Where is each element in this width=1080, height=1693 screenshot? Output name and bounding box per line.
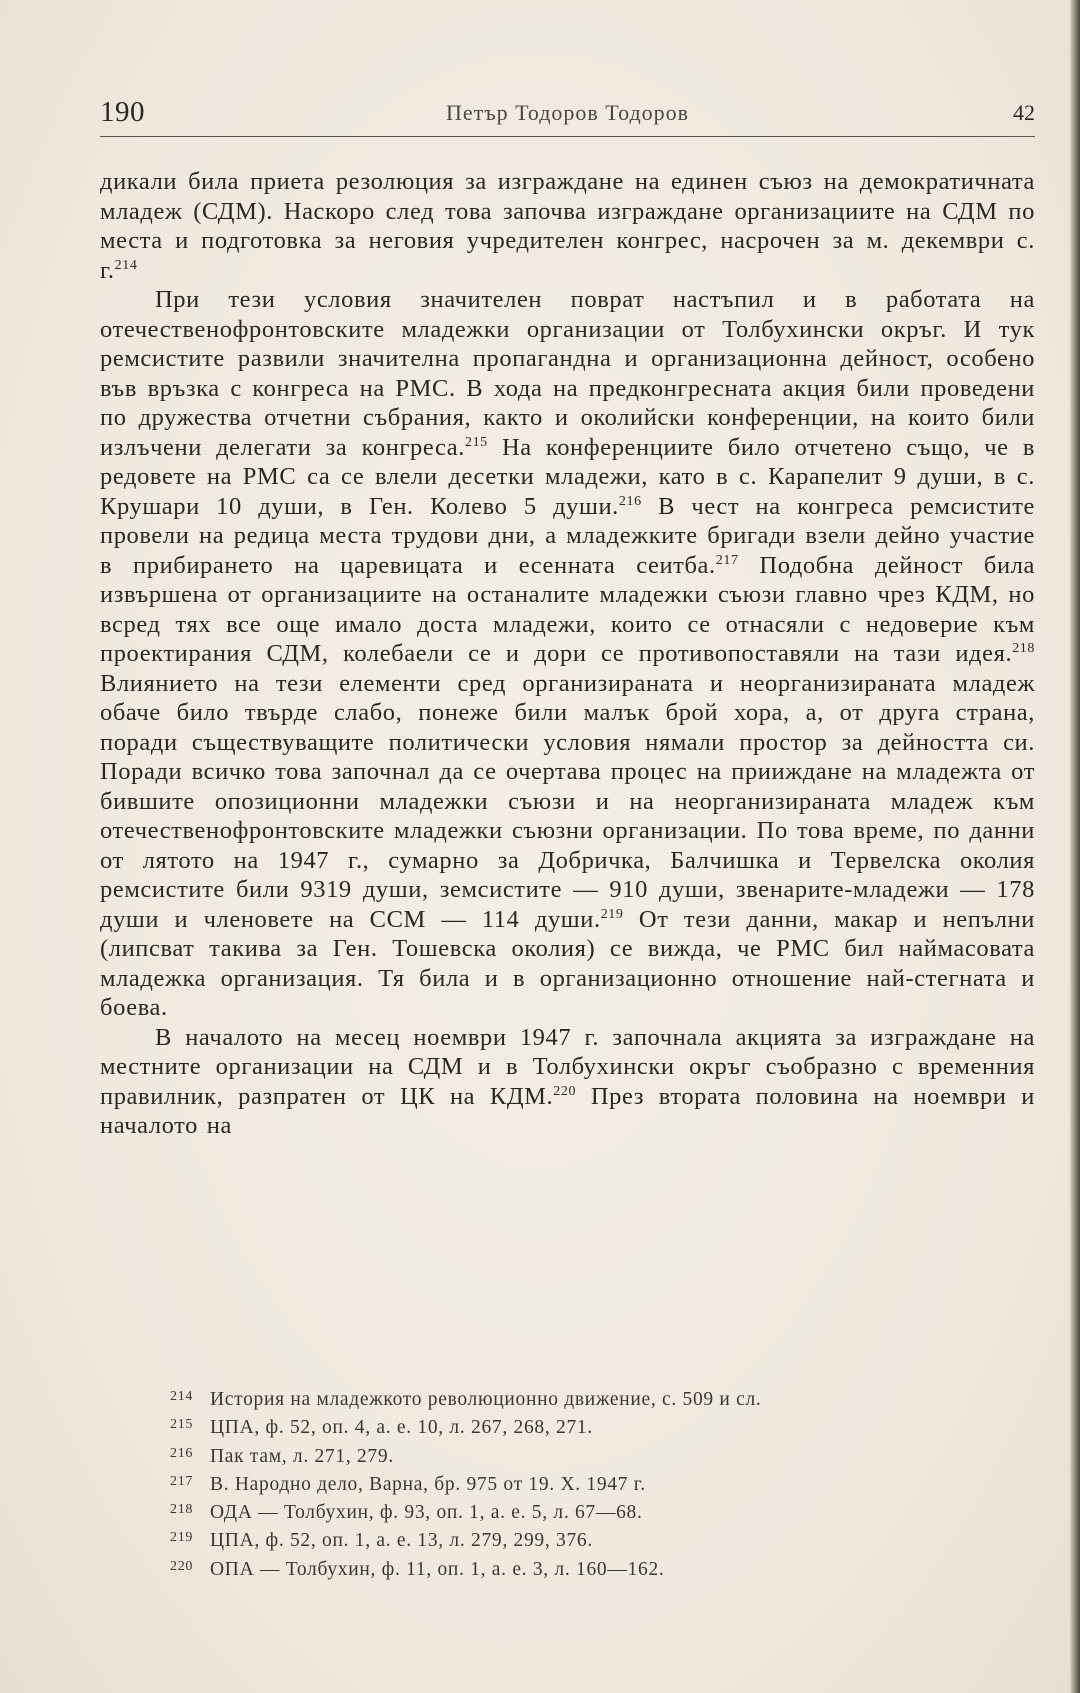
header-rule [100, 136, 1035, 137]
footnote-ref-215[interactable]: 215 [464, 434, 488, 450]
footnote-215: 215 ЦПА, ф. 52, оп. 4, а. е. 10, л. 267, 268, 271. [170, 1417, 593, 1439]
footnote-217: 217 В. Народно дело, Варна, бр. 975 от 19. X. 1947 г. [170, 1473, 646, 1495]
footnote-ref-220[interactable]: 220 [553, 1083, 577, 1099]
footnote-216: 216 Пак там, л. 271, 279. [170, 1445, 394, 1467]
footnote-ref-218[interactable]: 218 [1012, 641, 1035, 656]
footnote-214: 214 История на младежкото революционно движение, с. 509 и сл. [170, 1389, 762, 1410]
paragraph-1: дикали била приета резолюция за изграждане на единен съюз на демократичната младеж (СДМ). Наскоро след това започва изграждане организациите на СДМ по места и подготовка за неговия учредителен конгрес, насрочен за м. декември с. г.$^{214}$ [100, 168, 1035, 284]
footnote-219: 219 ЦПА, ф. 52, оп. 1, а. е. 13, л. 279, 299, 376. [170, 1530, 593, 1552]
page-edge-shadow [1070, 0, 1080, 1693]
page-number: 190 [100, 96, 145, 128]
footnotes [170, 1384, 1030, 1582]
footnote-ref-216[interactable]: 216 [618, 493, 642, 509]
paragraph-2: При тези условия значителен поврат настъпил и в работата на отечественофронтовските младежки организации от Толбухински окръг. И тук ремсистите развили значителна пропагандна и организационна дейност, особено във връзка с конгреса на РМС. В хода на предконгресната акция били проведени по дружества отчетни събрания, както и околийски конференции, на които били излъчени делегати за конгреса.$^{215}$ На конференциите било отчетено също, че в редовете на РМС са се влели десетки младежи, като в с. Карапелит 9 души, в с. Крушари 10 души, в Ген. Колево 5 души.$^{216}$ В чест на конгреса ремсистите провели на редица места трудови дни, а младежките бригади взели дейно участие в прибирането на царевицата и есенната сеитба.$^{217}$ Подобна дейност била извършена от организациите на останалите младежки съюзи главно чрез КДМ, но всред тях все още имало доста младежи, които се отнасяли с недоверие към проектирания СДМ, колебаели се и дори се противопоставяли на тази идея.$^{218}$ Влиянието на тези елементи сред организираната и неорганизираната младеж обаче било твърде слабо, понеже били малък брой хора, а, от друга страна, поради съществуващите политически условия нямали простор за дейността си. Поради всичко това започнал да се очертава процес на прииждане на младежта от бившите опозиционни младежки съюзи и на неорганизираната младеж към отечественофронтовските младежки съюзни организации. По това време, по данни от лятото на 1947 г., сумарно за Добричка, Балчишка и Тервелска околия ремсистите били 9319 души, земсистите — 910 души, звенарите-младежи — 178 души и членовете на ССМ — 114 души.$^{219}$ От тези данни, макар и непълни (липсват такива за Ген. Тошевска околия) се вижда, че РМС бил наймасовата младежка организация. Тя била и в организационно отношение най-стегната и боева. [100, 286, 1035, 1021]
body-text [100, 167, 1035, 1141]
footnote-ref-217[interactable]: 217 [715, 552, 739, 568]
footnote-220: 220 ОПА — Толбухин, ф. 11, оп. 1, а. е. 3, л. 160—162. [170, 1558, 665, 1580]
footnote-218: 218 ОДА — Толбухин, ф. 93, оп. 1, а. е. 5, л. 67—68. [170, 1502, 643, 1524]
footnote-ref-214[interactable]: 214 [114, 257, 138, 273]
footnote-ref-219[interactable]: 219 [600, 906, 624, 922]
paragraph-3: В началото на месец ноември 1947 г. започнала акцията за изграждане на местните организации на СДМ и в Толбухински окръг съобразно с временния правилник, разпратен от ЦК на КДМ.$^{220}$ През втората половина на ноември и началото на [100, 1023, 1035, 1139]
signature-mark: 42 [1013, 100, 1035, 125]
page-header [100, 96, 1035, 136]
running-head: Петър Тодоров Тодоров [445, 100, 690, 125]
